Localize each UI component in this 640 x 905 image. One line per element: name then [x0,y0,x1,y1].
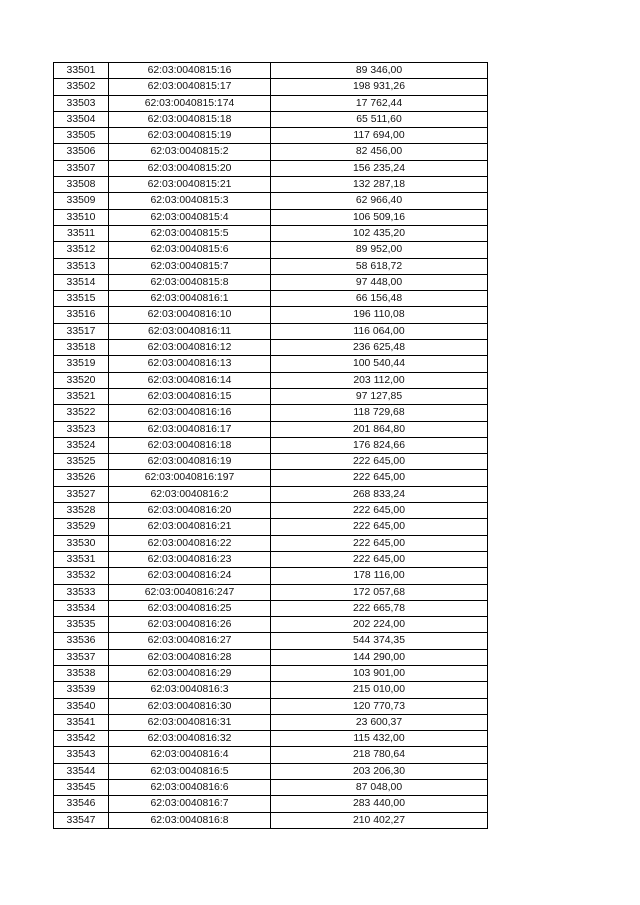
cadastral-value-cell: 106 509,16 [271,209,488,225]
cadastral-number-cell: 62:03:0040815:7 [109,258,271,274]
cadastral-value-cell: 23 600,37 [271,714,488,730]
cadastral-value-cell: 236 625,48 [271,340,488,356]
cadastral-number-cell: 62:03:0040816:29 [109,665,271,681]
table-row [54,535,488,551]
row-number-cell: 33523 [54,421,109,437]
cadastral-value-cell: 118 729,68 [271,405,488,421]
cadastral-number-cell: 62:03:0040816:16 [109,405,271,421]
row-number-cell: 33541 [54,714,109,730]
cadastral-number-cell: 62:03:0040816:21 [109,519,271,535]
cadastral-value-cell: 117 694,00 [271,128,488,144]
cadastral-value-cell: 203 206,30 [271,763,488,779]
row-number-cell: 33501 [54,63,109,79]
table-row [54,486,488,502]
cadastral-number-cell: 62:03:0040815:18 [109,111,271,127]
row-number-cell: 33535 [54,617,109,633]
table-row [54,258,488,274]
row-number-cell: 33532 [54,568,109,584]
cadastral-value-cell: 222 645,00 [271,503,488,519]
cadastral-number-cell: 62:03:0040816:15 [109,388,271,404]
cadastral-value-cell: 100 540,44 [271,356,488,372]
table-row [54,731,488,747]
cadastral-value-table [53,62,488,829]
cadastral-value-cell: 103 901,00 [271,665,488,681]
cadastral-value-cell: 89 346,00 [271,63,488,79]
table-body [54,63,488,829]
cadastral-number-cell: 62:03:0040815:17 [109,79,271,95]
cadastral-value-cell: 116 064,00 [271,323,488,339]
cadastral-value-cell: 82 456,00 [271,144,488,160]
row-number-cell: 33536 [54,633,109,649]
table-row [54,111,488,127]
row-number-cell: 33513 [54,258,109,274]
cadastral-value-cell: 178 116,00 [271,568,488,584]
table-row [54,225,488,241]
cadastral-number-cell: 62:03:0040815:3 [109,193,271,209]
row-number-cell: 33546 [54,796,109,812]
table-row [54,600,488,616]
cadastral-value-cell: 144 290,00 [271,649,488,665]
table-row [54,372,488,388]
cadastral-number-cell: 62:03:0040816:20 [109,503,271,519]
row-number-cell: 33545 [54,780,109,796]
cadastral-number-cell: 62:03:0040816:1 [109,291,271,307]
table-row [54,519,488,535]
cadastral-value-cell: 172 057,68 [271,584,488,600]
row-number-cell: 33515 [54,291,109,307]
cadastral-number-cell: 62:03:0040816:30 [109,698,271,714]
cadastral-value-cell: 176 824,66 [271,437,488,453]
row-number-cell: 33506 [54,144,109,160]
cadastral-value-cell: 87 048,00 [271,780,488,796]
table-row [54,274,488,290]
table-row [54,747,488,763]
cadastral-value-cell: 210 402,27 [271,812,488,828]
cadastral-value-cell: 544 374,35 [271,633,488,649]
table-row [54,780,488,796]
cadastral-number-cell: 62:03:0040816:4 [109,747,271,763]
cadastral-number-cell: 62:03:0040815:174 [109,95,271,111]
row-number-cell: 33522 [54,405,109,421]
cadastral-value-cell: 283 440,00 [271,796,488,812]
cadastral-value-cell: 222 645,00 [271,535,488,551]
table-row [54,307,488,323]
table-row [54,63,488,79]
cadastral-number-cell: 62:03:0040816:197 [109,470,271,486]
row-number-cell: 33528 [54,503,109,519]
row-number-cell: 33544 [54,763,109,779]
cadastral-number-cell: 62:03:0040816:25 [109,600,271,616]
table-row [54,193,488,209]
table-row [54,128,488,144]
cadastral-value-cell: 17 762,44 [271,95,488,111]
table-row [54,144,488,160]
cadastral-number-cell: 62:03:0040816:18 [109,437,271,453]
cadastral-value-cell: 65 511,60 [271,111,488,127]
row-number-cell: 33505 [54,128,109,144]
table-row [54,356,488,372]
table-row [54,763,488,779]
cadastral-number-cell: 62:03:0040815:2 [109,144,271,160]
cadastral-value-cell: 198 931,26 [271,79,488,95]
table-row [54,323,488,339]
cadastral-number-cell: 62:03:0040815:8 [109,274,271,290]
cadastral-value-cell: 156 235,24 [271,160,488,176]
row-number-cell: 33530 [54,535,109,551]
table-row [54,209,488,225]
cadastral-value-cell: 196 110,08 [271,307,488,323]
table-row [54,503,488,519]
cadastral-number-cell: 62:03:0040815:19 [109,128,271,144]
table-row [54,405,488,421]
row-number-cell: 33517 [54,323,109,339]
table-row [54,796,488,812]
cadastral-value-cell: 222 645,00 [271,519,488,535]
table-row [54,177,488,193]
cadastral-value-cell: 97 448,00 [271,274,488,290]
row-number-cell: 33502 [54,79,109,95]
cadastral-number-cell: 62:03:0040816:28 [109,649,271,665]
row-number-cell: 33542 [54,731,109,747]
cadastral-number-cell: 62:03:0040816:31 [109,714,271,730]
row-number-cell: 33537 [54,649,109,665]
cadastral-number-cell: 62:03:0040816:27 [109,633,271,649]
table-row [54,649,488,665]
table-row [54,812,488,828]
cadastral-value-cell: 222 645,00 [271,551,488,567]
cadastral-number-cell: 62:03:0040815:20 [109,160,271,176]
cadastral-number-cell: 62:03:0040815:5 [109,225,271,241]
table-row [54,714,488,730]
table-row [54,95,488,111]
row-number-cell: 33514 [54,274,109,290]
row-number-cell: 33539 [54,682,109,698]
table-row [54,388,488,404]
row-number-cell: 33547 [54,812,109,828]
cadastral-number-cell: 62:03:0040816:8 [109,812,271,828]
cadastral-value-cell: 222 645,00 [271,470,488,486]
table-row [54,633,488,649]
table-row [54,568,488,584]
row-number-cell: 33518 [54,340,109,356]
row-number-cell: 33520 [54,372,109,388]
cadastral-number-cell: 62:03:0040816:11 [109,323,271,339]
table-row [54,584,488,600]
row-number-cell: 33540 [54,698,109,714]
cadastral-value-cell: 215 010,00 [271,682,488,698]
table-row [54,242,488,258]
table-row [54,79,488,95]
cadastral-value-cell: 222 645,00 [271,454,488,470]
cadastral-number-cell: 62:03:0040815:16 [109,63,271,79]
cadastral-value-cell: 102 435,20 [271,225,488,241]
cadastral-number-cell: 62:03:0040816:13 [109,356,271,372]
cadastral-number-cell: 62:03:0040815:6 [109,242,271,258]
cadastral-number-cell: 62:03:0040815:4 [109,209,271,225]
row-number-cell: 33525 [54,454,109,470]
cadastral-value-cell: 202 224,00 [271,617,488,633]
row-number-cell: 33512 [54,242,109,258]
table-row [54,160,488,176]
row-number-cell: 33538 [54,665,109,681]
cadastral-number-cell: 62:03:0040816:32 [109,731,271,747]
cadastral-value-cell: 222 665,78 [271,600,488,616]
table-row [54,437,488,453]
row-number-cell: 33516 [54,307,109,323]
row-number-cell: 33509 [54,193,109,209]
cadastral-value-cell: 132 287,18 [271,177,488,193]
row-number-cell: 33524 [54,437,109,453]
row-number-cell: 33510 [54,209,109,225]
cadastral-value-cell: 115 432,00 [271,731,488,747]
row-number-cell: 33503 [54,95,109,111]
row-number-cell: 33543 [54,747,109,763]
cadastral-number-cell: 62:03:0040816:5 [109,763,271,779]
table-row [54,454,488,470]
row-number-cell: 33508 [54,177,109,193]
cadastral-number-cell: 62:03:0040816:247 [109,584,271,600]
cadastral-value-cell: 89 952,00 [271,242,488,258]
cadastral-number-cell: 62:03:0040816:26 [109,617,271,633]
cadastral-number-cell: 62:03:0040816:23 [109,551,271,567]
table-row [54,421,488,437]
cadastral-number-cell: 62:03:0040816:10 [109,307,271,323]
table-row [54,340,488,356]
table-row [54,291,488,307]
row-number-cell: 33519 [54,356,109,372]
table-row [54,682,488,698]
cadastral-value-cell: 268 833,24 [271,486,488,502]
table-row [54,698,488,714]
cadastral-value-cell: 218 780,64 [271,747,488,763]
cadastral-value-cell: 62 966,40 [271,193,488,209]
table-row [54,551,488,567]
table-row [54,665,488,681]
table-row [54,617,488,633]
cadastral-number-cell: 62:03:0040816:6 [109,780,271,796]
row-number-cell: 33533 [54,584,109,600]
row-number-cell: 33507 [54,160,109,176]
cadastral-value-cell: 58 618,72 [271,258,488,274]
cadastral-number-cell: 62:03:0040816:14 [109,372,271,388]
cadastral-number-cell: 62:03:0040816:12 [109,340,271,356]
row-number-cell: 33504 [54,111,109,127]
cadastral-value-cell: 201 864,80 [271,421,488,437]
row-number-cell: 33531 [54,551,109,567]
cadastral-number-cell: 62:03:0040816:3 [109,682,271,698]
cadastral-value-cell: 203 112,00 [271,372,488,388]
row-number-cell: 33511 [54,225,109,241]
row-number-cell: 33529 [54,519,109,535]
row-number-cell: 33534 [54,600,109,616]
cadastral-number-cell: 62:03:0040816:17 [109,421,271,437]
cadastral-value-cell: 120 770,73 [271,698,488,714]
row-number-cell: 33527 [54,486,109,502]
cadastral-number-cell: 62:03:0040815:21 [109,177,271,193]
row-number-cell: 33526 [54,470,109,486]
row-number-cell: 33521 [54,388,109,404]
cadastral-number-cell: 62:03:0040816:24 [109,568,271,584]
cadastral-value-cell: 97 127,85 [271,388,488,404]
cadastral-number-cell: 62:03:0040816:7 [109,796,271,812]
cadastral-number-cell: 62:03:0040816:2 [109,486,271,502]
cadastral-number-cell: 62:03:0040816:22 [109,535,271,551]
table-row [54,470,488,486]
cadastral-value-cell: 66 156,48 [271,291,488,307]
cadastral-number-cell: 62:03:0040816:19 [109,454,271,470]
